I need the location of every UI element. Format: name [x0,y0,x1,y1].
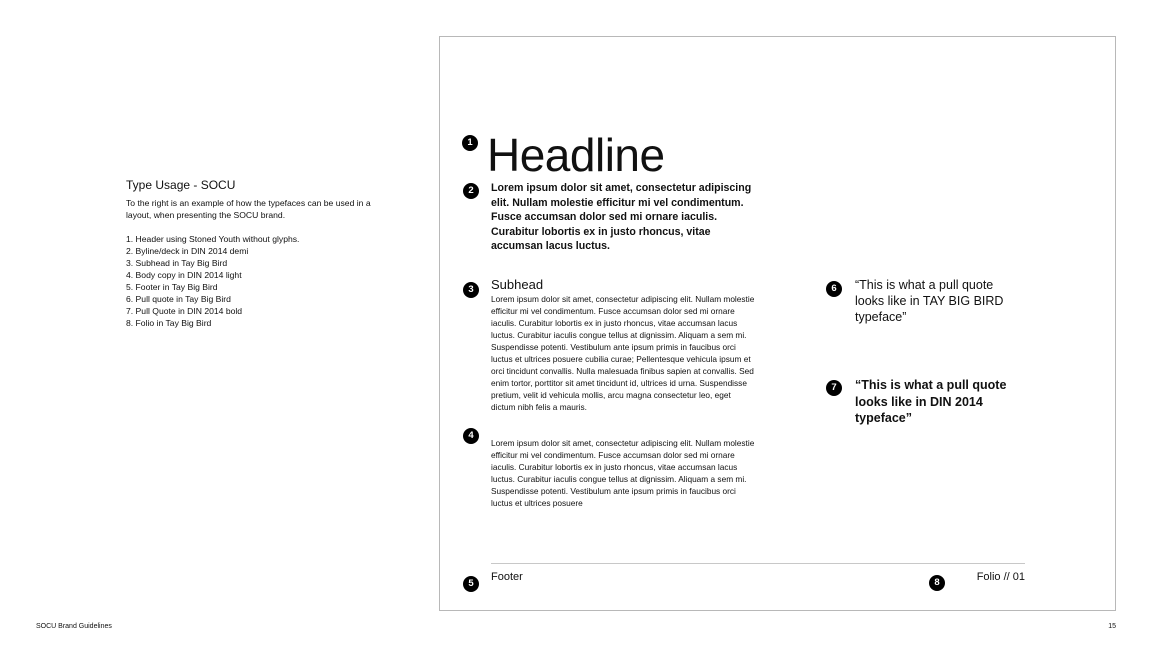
marker-5: 5 [463,576,479,592]
marker-7: 7 [826,380,842,396]
list-item: 5. Footer in Tay Big Bird [126,282,218,292]
deck-text: Lorem ipsum dolor sit amet, consectetur adipiscing elit. Nullam molestie efficitur mi vel condimentum. Fusce accumsan dolor sed mi ornare iaculis. Curabitur lobortis ex in justo rhoncus, vitae accumsan lacus luctus. [491,182,752,252]
panel-intro: To the right is an example of how the typefaces can be used in a layout, when presenting the SOCU brand. [126,198,371,220]
panel-title: Type Usage - SOCU [126,178,236,192]
list-item: 6. Pull quote in Tay Big Bird [126,294,231,304]
marker-6: 6 [826,281,842,297]
marker-3: 3 [463,282,479,298]
type-usage-panel [126,178,396,329]
marker-4: 4 [463,428,479,444]
body-copy-1: Lorem ipsum dolor sit amet, consectetur adipiscing elit. Nullam molestie efficitur mi vel condimentum. Fusce accumsan dolor sed mi ornare iaculis. Curabitur lobortis ex in justo rhoncus, vitae accumsan lacus luctus. Curabitur iaculis congue tellus at dignissim. Aliquam a sem mi. Suspendisse potenti. Vestibulum ante ipsum primis in faucibus orci luctus et ultrices posuere cubilia curae; Pellentesque vehicula ipsum et orci tincidunt convallis. Nulla malesuada finibus sapien at convallis. Sed enim tortor, porttitor sit amet tincidunt id, ultrices id urna. Suspendisse pretium, velit id vehicula mollis, arcu magna consectetur leo, eget dictum nibh felis a mauris. [491,294,755,412]
footer-text: Footer [491,571,523,583]
marker-1: 1 [462,135,478,151]
list-item: 4. Body copy in DIN 2014 light [126,270,242,280]
subhead: Subhead [491,277,544,292]
marker-8: 8 [929,575,945,591]
list-item: 8. Folio in Tay Big Bird [126,318,212,328]
marker-2: 2 [463,183,479,199]
list-item: 2. Byline/deck in DIN 2014 demi [126,246,249,256]
body-copy-2: Lorem ipsum dolor sit amet, consectetur adipiscing elit. Nullam molestie efficitur mi vel condimentum. Fusce accumsan dolor sed mi ornare iaculis. Curabitur lobortis ex in justo rhoncus, vitae accumsan lacus luctus. Curabitur iaculis congue tellus at dignissim. Aliquam a sem mi. Suspendisse potenti. Vestibulum ante ipsum primis in faucibus orci luctus et ultrices posuere [491,438,755,508]
pull-quote-din: “This is what a pull quote looks like in DIN 2014 typeface” [855,378,1007,425]
guidelines-footer-brand: SOCU Brand Guidelines [36,623,112,630]
page-number: 15 [1108,623,1116,630]
footer-divider [491,563,1025,564]
pull-quote-tay-big-bird: “This is what a pull quote looks like in TAY BIG BIRD typeface” [855,278,1004,324]
list-item: 7. Pull Quote in DIN 2014 bold [126,306,243,316]
headline: Headline [487,129,665,181]
list-item: 3. Subhead in Tay Big Bird [126,258,228,268]
list-item: 1. Header using Stoned Youth without glyphs. [126,234,300,244]
typeface-list [126,233,396,329]
folio-text: Folio // 01 [976,571,1025,583]
